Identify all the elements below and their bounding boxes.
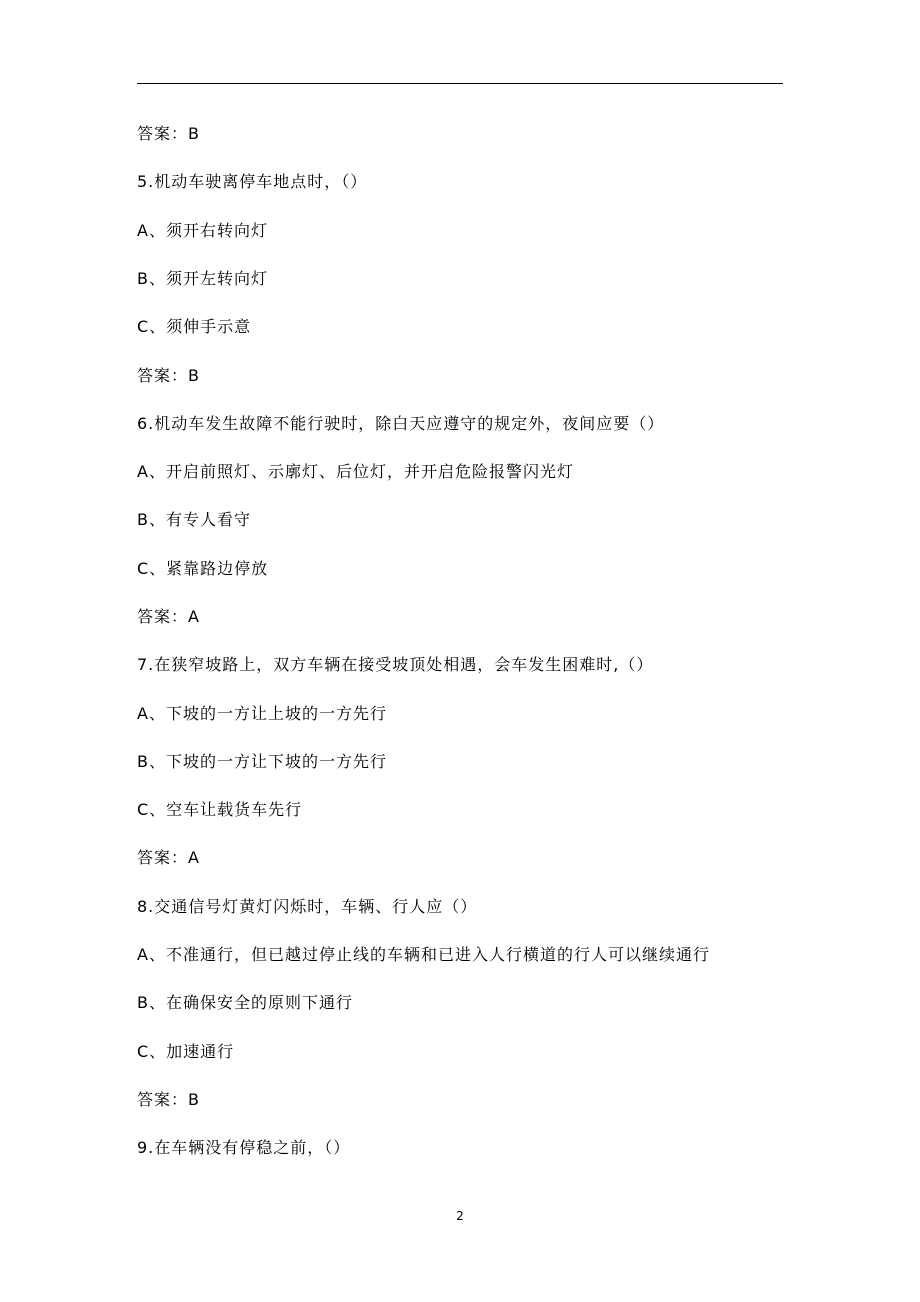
option-c: C、空车让载货车先行	[137, 800, 303, 819]
question-6: 6.机动车发生故障不能行驶时，除白天应遵守的规定外，夜间应要（）	[137, 414, 665, 433]
page-number: 2	[456, 1209, 464, 1223]
option-a: A、不准通行，但已越过停止线的车辆和已进入人行横道的行人可以继续通行	[137, 945, 710, 964]
option-c: C、加速通行	[137, 1042, 235, 1061]
option-b: B、须开左转向灯	[137, 269, 268, 288]
answer-line: 答案：B	[137, 1090, 200, 1109]
option-c: C、紧靠路边停放	[137, 559, 269, 578]
answer-line: 答案：A	[137, 607, 200, 626]
option-a: A、开启前照灯、示廓灯、后位灯，并开启危险报警闪光灯	[137, 462, 574, 481]
answer-line: 答案：A	[137, 848, 200, 867]
option-b: B、有专人看守	[137, 510, 251, 529]
question-7: 7.在狭窄坡路上，双方车辆在接受坡顶处相遇，会车发生困难时,（）	[137, 655, 654, 674]
answer-line: 答案：B	[137, 366, 200, 385]
question-5: 5.机动车驶离停车地点时，（）	[137, 172, 368, 191]
question-8: 8.交通信号灯黄灯闪烁时，车辆、行人应（）	[137, 897, 478, 916]
option-a: A、须开右转向灯	[137, 221, 268, 240]
option-a: A、下坡的一方让上坡的一方先行	[137, 704, 387, 723]
question-9: 9.在车辆没有停稳之前，（）	[137, 1138, 351, 1157]
option-b: B、在确保安全的原则下通行	[137, 993, 353, 1012]
answer-line: 答案：B	[137, 124, 200, 143]
option-c: C、须伸手示意	[137, 317, 252, 336]
option-b: B、下坡的一方让下坡的一方先行	[137, 752, 387, 771]
header-rule	[137, 83, 783, 84]
